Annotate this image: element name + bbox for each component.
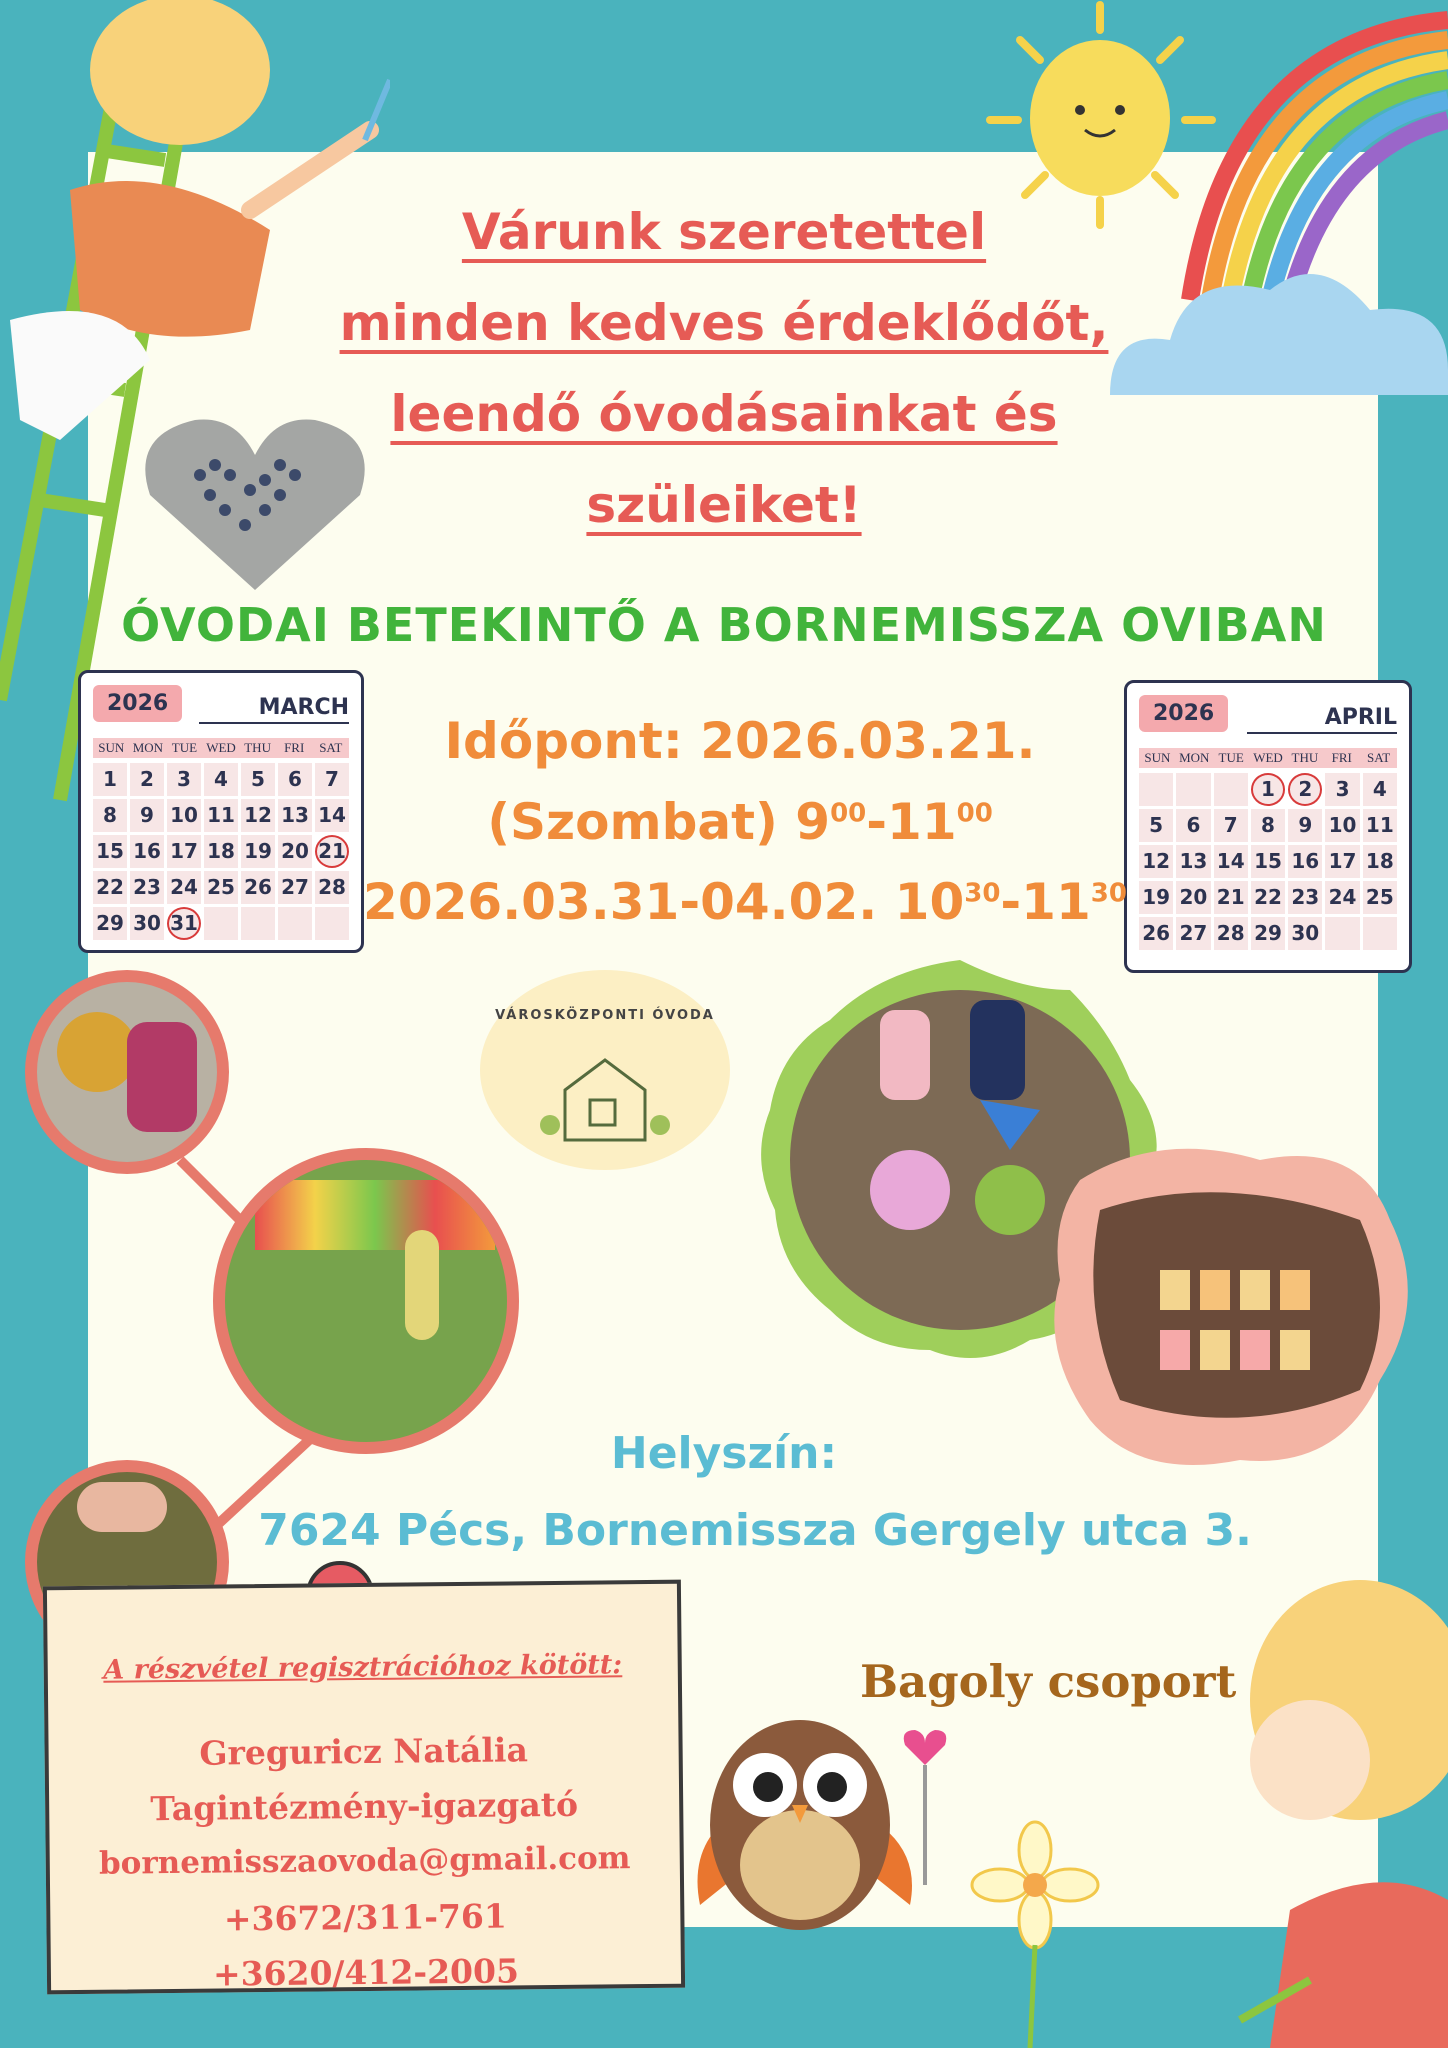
calendar-day: 14 bbox=[315, 799, 349, 832]
weekday-label: SUN bbox=[1144, 750, 1171, 765]
headline-line-1: Várunk szeretettel bbox=[461, 203, 987, 261]
weekday-label: SAT bbox=[1367, 750, 1391, 765]
calendar-day bbox=[204, 907, 238, 940]
calendar-day bbox=[241, 907, 275, 940]
calendar-day: 18 bbox=[204, 835, 238, 868]
calendar-day bbox=[278, 907, 312, 940]
calendar-day: 7 bbox=[315, 763, 349, 796]
calendar-month: APRIL bbox=[1247, 705, 1397, 734]
weekday-label: SUN bbox=[98, 740, 125, 755]
headline-line-4: szüleiket! bbox=[586, 476, 862, 534]
calendar-day: 27 bbox=[278, 871, 312, 904]
weekday-label: SAT bbox=[319, 740, 343, 755]
calendar-day: 8 bbox=[1251, 809, 1285, 842]
time-superscript: 30 bbox=[1090, 878, 1127, 909]
location-address: 7624 Pécs, Bornemissza Gergely utca 3. bbox=[258, 1505, 1252, 1556]
contact-phone-2: +3620/412-2005 bbox=[212, 1951, 520, 1994]
calendar-day: 12 bbox=[1139, 845, 1173, 878]
calendar-day: 17 bbox=[167, 835, 201, 868]
calendar-day: 28 bbox=[315, 871, 349, 904]
calendar-day: 6 bbox=[1176, 809, 1210, 842]
contact-role: Tagintézmény-igazgató bbox=[150, 1784, 579, 1829]
headline-line-3: leendő óvodásainkat és bbox=[390, 385, 1058, 443]
event-date-line-1: Időpont: 2026.03.21. bbox=[444, 712, 1036, 770]
weekday-label: TUE bbox=[1218, 750, 1244, 765]
calendar-day bbox=[1139, 773, 1173, 806]
date-text: (Szombat) 9 bbox=[487, 793, 831, 851]
calendar-day: 5 bbox=[1139, 809, 1173, 842]
hands-shape bbox=[77, 1482, 167, 1532]
child-shape bbox=[127, 1022, 197, 1132]
calendar-day: 1 bbox=[93, 763, 127, 796]
calendar-month: MARCH bbox=[199, 695, 349, 724]
calendar-day: 29 bbox=[93, 907, 127, 940]
event-date-line-2 bbox=[360, 793, 1120, 851]
calendar-day: 24 bbox=[1325, 881, 1359, 914]
weekday-label: FRI bbox=[284, 740, 305, 755]
calendar-day bbox=[1176, 773, 1210, 806]
calendar-day: 25 bbox=[204, 871, 238, 904]
event-date-line-3 bbox=[350, 873, 1140, 931]
calendar-day: 23 bbox=[1288, 881, 1322, 914]
calendar-day: 15 bbox=[93, 835, 127, 868]
weekday-label: WED bbox=[1253, 750, 1283, 765]
calendar-day: 17 bbox=[1325, 845, 1359, 878]
group-name: Bagoly csoport bbox=[860, 1655, 1237, 1708]
calendar-day: 4 bbox=[204, 763, 238, 796]
registration-card bbox=[43, 1580, 685, 1995]
calendar-year: 2026 bbox=[93, 685, 182, 722]
calendar-day: 19 bbox=[241, 835, 275, 868]
calendar-day: 19 bbox=[1139, 881, 1173, 914]
event-subtitle: ÓVODAI BETEKINTŐ A BORNEMISSZA OVIBAN bbox=[121, 598, 1327, 652]
calendar-day bbox=[315, 907, 349, 940]
calendar-day: 7 bbox=[1214, 809, 1248, 842]
contact-email: bornemisszaovoda@gmail.com bbox=[98, 1840, 631, 1882]
calendar-day: 28 bbox=[1214, 917, 1248, 950]
headline-line-2: minden kedves érdeklődőt, bbox=[339, 294, 1109, 352]
calendar-day bbox=[1214, 773, 1248, 806]
calendar-day: 24 bbox=[167, 871, 201, 904]
calendar-day: 27 bbox=[1176, 917, 1210, 950]
calendar-weekdays bbox=[1139, 748, 1397, 768]
calendar-days bbox=[93, 763, 349, 940]
leaves-shape bbox=[57, 1012, 137, 1092]
calendar-year: 2026 bbox=[1139, 695, 1228, 732]
location-label: Helyszín: bbox=[610, 1428, 838, 1479]
date-text: 2026.03.31-04.02. 10 bbox=[363, 873, 965, 931]
calendar-day: 1 bbox=[1251, 773, 1285, 806]
calendar-day: 10 bbox=[1325, 809, 1359, 842]
calendar-day: 13 bbox=[278, 799, 312, 832]
calendar-day: 26 bbox=[241, 871, 275, 904]
calendar-day: 29 bbox=[1251, 917, 1285, 950]
calendar-day: 10 bbox=[167, 799, 201, 832]
owl-icon bbox=[680, 1705, 970, 1935]
house-icon bbox=[535, 1040, 675, 1150]
leaf-crown-photo bbox=[25, 970, 229, 1174]
calendar-day: 23 bbox=[130, 871, 164, 904]
calendar-day: 3 bbox=[1325, 773, 1359, 806]
calendar-day: 5 bbox=[241, 763, 275, 796]
calendar-day: 30 bbox=[1288, 917, 1322, 950]
calendar-day: 21 bbox=[315, 835, 349, 868]
calendar-day: 20 bbox=[1176, 881, 1210, 914]
calendar-day: 18 bbox=[1363, 845, 1397, 878]
calendar-day: 11 bbox=[1363, 809, 1397, 842]
calendar-day: 22 bbox=[1251, 881, 1285, 914]
calendar-day: 12 bbox=[241, 799, 275, 832]
calendar-day: 9 bbox=[130, 799, 164, 832]
time-superscript: 30 bbox=[964, 878, 1001, 909]
calendar-day: 2 bbox=[130, 763, 164, 796]
calendar-day: 31 bbox=[167, 907, 201, 940]
contact-phone-1: +3672/311-761 bbox=[223, 1896, 508, 1939]
calendar-day: 26 bbox=[1139, 917, 1173, 950]
colorful-fence bbox=[255, 1180, 495, 1250]
date-text: -11 bbox=[866, 793, 957, 851]
logo-text: VÁROSKÖZPONTI ÓVODA bbox=[495, 1008, 715, 1023]
calendar-day: 2 bbox=[1288, 773, 1322, 806]
calendar-day: 16 bbox=[130, 835, 164, 868]
calendar-day: 6 bbox=[278, 763, 312, 796]
calendar-day: 20 bbox=[278, 835, 312, 868]
child-painting-illustration bbox=[1160, 1560, 1448, 2048]
calendar-march bbox=[78, 670, 364, 953]
calendar-day: 21 bbox=[1214, 881, 1248, 914]
calendar-days bbox=[1139, 773, 1397, 950]
calendar-weekdays bbox=[93, 738, 349, 758]
weekday-label: FRI bbox=[1331, 750, 1352, 765]
weekday-label: MON bbox=[1179, 750, 1210, 765]
calendar-day: 22 bbox=[93, 871, 127, 904]
calendar-day: 4 bbox=[1363, 773, 1397, 806]
contact-name: Greguricz Natália bbox=[199, 1730, 529, 1773]
weekday-label: MON bbox=[132, 740, 164, 755]
vineyard-photo bbox=[213, 1148, 519, 1454]
grapes-shape bbox=[405, 1230, 439, 1340]
calendar-day bbox=[1325, 917, 1359, 950]
calendar-day: 16 bbox=[1288, 845, 1322, 878]
weekday-label: TUE bbox=[171, 740, 198, 755]
calendar-day: 3 bbox=[167, 763, 201, 796]
calendar-day: 25 bbox=[1363, 881, 1397, 914]
calendar-day: 13 bbox=[1176, 845, 1210, 878]
date-text: -11 bbox=[1000, 873, 1091, 931]
flower-icon bbox=[960, 1820, 1110, 2048]
calendar-day: 14 bbox=[1214, 845, 1248, 878]
calendar-day: 9 bbox=[1288, 809, 1322, 842]
weekday-label: THU bbox=[1291, 750, 1319, 765]
calendar-april bbox=[1124, 680, 1412, 973]
calendar-day: 15 bbox=[1251, 845, 1285, 878]
time-superscript: 00 bbox=[956, 798, 993, 829]
calendar-day: 30 bbox=[130, 907, 164, 940]
calendar-day: 11 bbox=[204, 799, 238, 832]
weekday-label: WED bbox=[206, 740, 236, 755]
registration-title: A részvétel regisztrációhoz kötött: bbox=[103, 1649, 623, 1686]
weekday-label: THU bbox=[244, 740, 271, 755]
time-superscript: 00 bbox=[830, 798, 867, 829]
calendar-day: 8 bbox=[93, 799, 127, 832]
calendar-day bbox=[1363, 917, 1397, 950]
